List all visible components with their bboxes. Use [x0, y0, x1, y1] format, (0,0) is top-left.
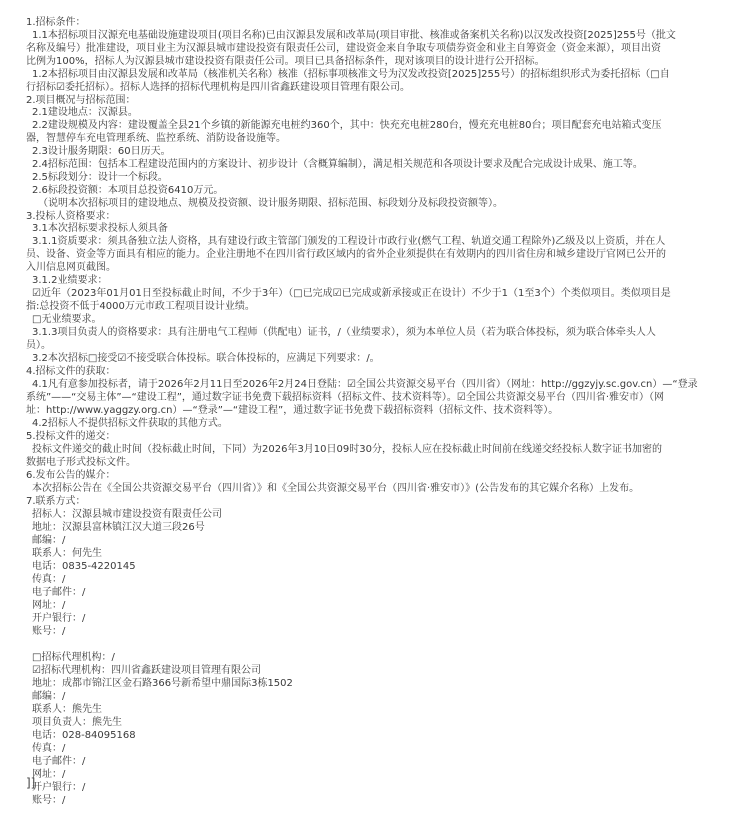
text-line: 4.招标文件的获取：	[26, 366, 116, 377]
text-line: 员、设备、资金等方面具有相应的能力。企业注册地不在四川省行政区域内的省外企业须提供在有效期内的四川省住房和城乡建设厅官网已公开的	[26, 249, 666, 260]
text-line: 入川信息网页截图。	[26, 262, 116, 273]
text-line: 邮编：/	[32, 535, 66, 546]
text-line: 账号：/	[32, 795, 66, 806]
text-line: 3.2本次招标□接受☑不接受联合体投标。联合体投标的，应满足下列要求：/。	[32, 353, 380, 364]
text-line: 账号：/	[32, 626, 66, 637]
text-line: 传真：/	[32, 574, 66, 585]
text-line: 地址：成都市锦江区金石路366号新希望中鼎国际3栋1502	[32, 678, 293, 689]
text-line: 1.1本招标项目汉源充电基础设施建设项目(项目名称)已由汉源县发展和改革局(项目审批、核准或备案机关名称)以汉发改投资[2025]255号（批文	[32, 30, 676, 41]
text-line: 址：http://www.yaggzy.org.cn）—“登录”—“建设工程”，通过数字证书免费下载招标资料（招标文件、技术资料等）。	[26, 405, 559, 416]
text-line: 2.5标段划分：设计一个标段。	[32, 172, 168, 183]
text-line: 3.1.1资质要求：须具备独立法人资格，具有建设行政主管部门颁发的工程设计市政行业(燃气工程、轨道交通工程除外)乙级及以上资质，并在人	[32, 236, 666, 247]
text-line: 联系人：熊先生	[32, 704, 102, 715]
text-line: 3.1.2业绩要求：	[32, 275, 108, 286]
text-line: 4.1凡有意参加投标者，请于2026年2月11日至2026年2月24日登陆：☑全国公共资源交易平台（四川省）（网址：http://ggzyjy.sc.gov.cn）—“登录	[32, 379, 698, 390]
text-line: 3.1本次招标要求投标人须具备	[32, 223, 168, 234]
text-line: 电子邮件：/	[32, 587, 86, 598]
text-line: 网址：/	[32, 600, 66, 611]
text-line: 器，智慧停车充电管理系统、监控系统、消防设备设施等。	[26, 133, 286, 144]
text-line: 2.2建设规模及内容：建设覆盖全县21个乡镇的新能源充电桩约360个，其中：快充充电桩280台，慢充充电桩80台；项目配套充电站箱式变压	[32, 120, 662, 131]
text-line: 员）。	[26, 340, 51, 351]
text-line: 传真：/	[32, 743, 66, 754]
text-line: 2.项目概况与招标范围：	[26, 95, 136, 106]
text-line: ☑招标代理机构：四川省鑫跃建设项目管理有限公司	[32, 665, 261, 676]
text-line: 开户银行：/	[32, 782, 86, 793]
text-line: ☑近年（2023年01月01日至投标截止时间，不少于3年）（□已完成☑已完成或新承接或正在设计）不少于1（1至3个）个类似项目。类似项目是	[32, 288, 671, 299]
text-line: 电话：028-84095168	[32, 730, 136, 741]
text-line: 3.投标人资格要求：	[26, 211, 116, 222]
text-line: 邮编：/	[32, 691, 66, 702]
text-line: 联系人：何先生	[32, 548, 102, 559]
text-line: □无业绩要求。	[32, 314, 102, 325]
text-line: 系统”——“交易主体”—“建设工程”，通过数字证书免费下载招标资料（招标文件、技术资料等）。☑全国公共资源交易平台（四川省·雅安市）（网	[26, 392, 665, 403]
text-line: 投标文件递交的截止时间（投标截止时间，下同）为2026年3月10日09时30分，投标人应在投标截止时间前在线递交经投标人数字证书加密的	[32, 444, 662, 455]
text-line: 4.2招标人不提供招标文件获取的其他方式。	[32, 418, 228, 429]
text-line: 5.投标文件的递交：	[26, 431, 116, 442]
text-line: 3.1.3项目负责人的资格要求：具有注册电气工程师（供配电）证书，/（业绩要求），须为本单位人员（若为联合体投标，须为联合体牵头人人	[32, 327, 656, 338]
text-line: 项目负责人：熊先生	[32, 717, 122, 728]
text-line: 7.联系方式：	[26, 496, 86, 507]
text-line: 电子邮件：/	[32, 756, 86, 767]
text-line: 2.3设计服务期限：60日历天。	[32, 146, 171, 157]
text-line: 招标人：汉源县城市建设投资有限责任公司	[32, 509, 222, 520]
text-line: 数据电子形式投标文件。	[26, 457, 136, 468]
text-line: 行招标☑委托招标）。招标人选择的招标代理机构是四川省鑫跃建设项目管理有限公司。	[26, 82, 410, 93]
text-line: 名称及编号）批准建设，项目业主为汉源县城市建设投资有限责任公司，建设资金来自争取专项债券资金和业主自筹资金（资金来源），项目出资	[26, 43, 661, 54]
text-line: 1.2本招标项目由汉源县发展和改革局（核准机关名称）核准（招标事项核准文号为汉发改投资[2025]255号）的招标组织形式为委托招标（□自	[32, 69, 670, 80]
text-line: 1.招标条件：	[26, 17, 86, 28]
closing-bracket: ]]	[26, 776, 36, 790]
text-line: 比例为100%，招标人为汉源县城市建设投资有限责任公司。项目已具备招标条件，现对该项目的设计进行公开招标。	[26, 56, 545, 67]
text-line: 6.发布公告的媒介：	[26, 470, 116, 481]
text-line: 开户银行：/	[32, 613, 86, 624]
text-line: 2.1建设地点：汉源县。	[32, 107, 138, 118]
text-line: 电话：0835-4220145	[32, 561, 136, 572]
text-line: 网址：/	[32, 769, 66, 780]
text-line: （说明本次招标项目的建设地点、规模及投资额、设计服务期限、招标范围、标段划分及标段投资额等）。	[38, 198, 503, 209]
text-line: 2.6标段投资额：本项目总投资6410万元。	[32, 185, 224, 196]
text-line: 地址：汉源县富林镇江汉大道三段26号	[32, 522, 205, 533]
text-line: 指:总投资不低于4000万元市政工程项目设计业绩。	[26, 301, 255, 312]
text-line: 本次招标公告在《全国公共资源交易平台（四川省）》和《全国公共资源交易平台（四川省·雅安市）》(公告发布的其它媒介名称）上发布。	[32, 483, 640, 494]
text-line: 2.4招标范围：包括本工程建设范围内的方案设计、初步设计（含概算编制），满足相关规范和各项设计要求及配合完成设计成果、施工等。	[32, 159, 643, 170]
text-line: □招标代理机构：/	[32, 652, 115, 663]
